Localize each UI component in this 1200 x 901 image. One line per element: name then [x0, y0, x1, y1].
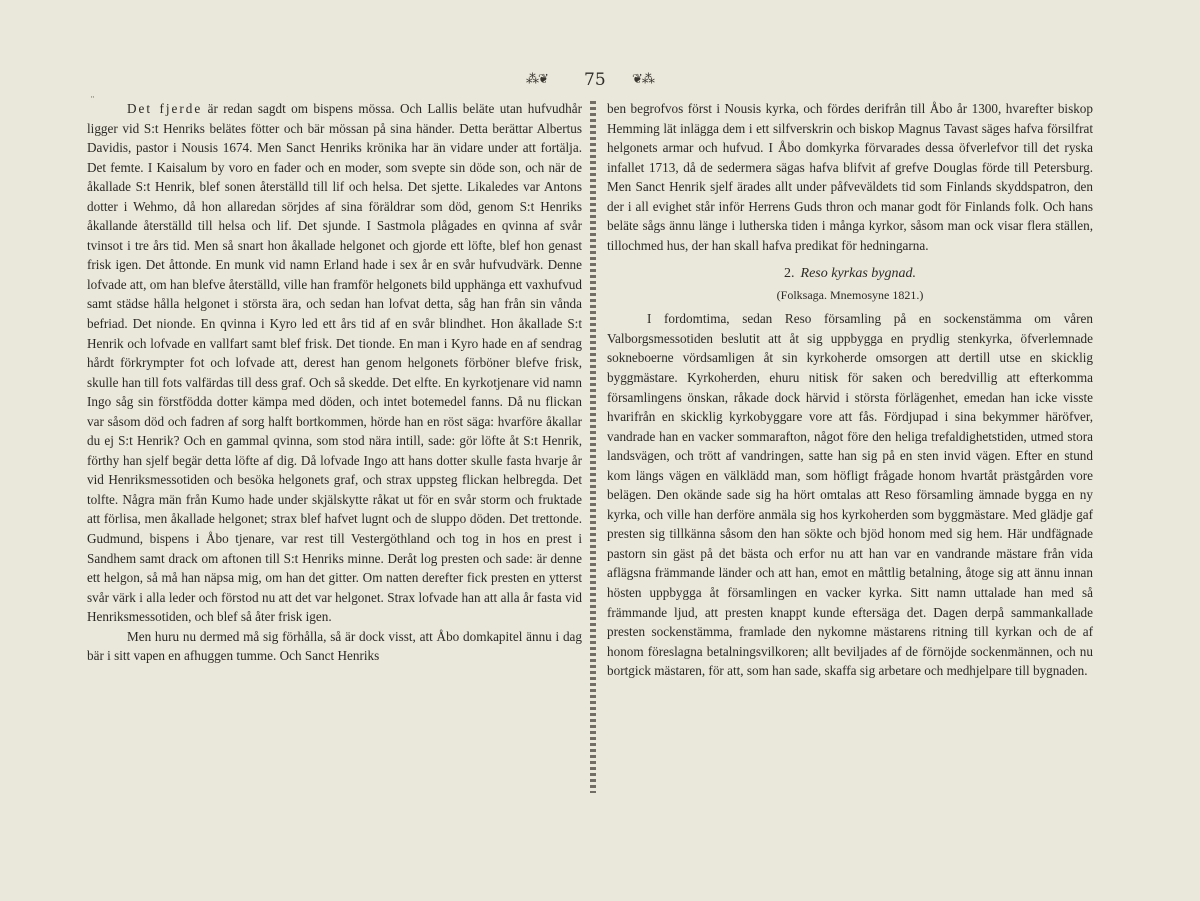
- ornament-right-icon: ❦⁂: [632, 72, 654, 87]
- page-number: 75: [584, 70, 606, 90]
- page-header: [0, 70, 1200, 94]
- section-title: Reso kyrkas bygnad.: [800, 266, 916, 282]
- left-paragraph-2: Men huru nu dermed må sig förhålla, så är dock visst, att Åbo domkapitel ännu i dag bär i sitt vapen en afhuggen tumme. Och Sanct Henriks: [87, 628, 582, 664]
- right-paragraph-1: ben begrofvos först i Nousis kyrka, och fördes derifrån till Åbo år 1300, hvarefter biskop Hemming lät inlägga dem i ett silfverskrin och biskop Magnus Tavast säges hafva försilfrat helgonets armar och hufvud. I Åbo domkyrka förvarades dessa öfverlefvor till det ryska infallet 1713, då de sedermera sägas hafva blifvit af grefve Douglas förde till Petersburg. Men Sanct Henrik sjelf ärades allt under påfveväldets tid som Finlands skyddspatron, den der i all evighet står inför Herrens Guds thron och manar godt för Finlands folk. Och hans beläte sågs ännu länge i lutherska tiden i många kyrkor, såsom man ock visar flera ställen, tillochmed hus, der han skall hafva predikat för hedningarna.: [607, 101, 1093, 253]
- margin-mark: ¨: [90, 96, 95, 107]
- left-paragraph-1-text: är redan sagdt om bispens mössa. Och Lallis beläte utan hufvudhår ligger vid S:t Henriks belätes fötter och bär mössan på sina händer. Detta berättar Albertus Davidis, pastor i Nousis 1674. Men Sanct Henriks krönika har än vidare under att fortälja. Det femte. I Kaisalum by voro en fader och en moder, som svepte sin döde son, och när de åkallade S:t Henrik, blef sonen återställd till lif och helsa. Det sjette. Likaledes var Antons dotter i Wehmo, då hon allaredan sörjdes af sina föräldrar som död, genom S:t Henriks åkallande återställd till helsa och lif. Det sjunde. I Sastmola plågades en qvinna af svår tvinsot i tre års tid. Men så snart hon åkallade helgonet och gjorde ett löfte, blef hon genast frisk igen. Det åttonde. En munk vid namn Erland hade i sex år en svår hufvudvärk. Denne lofvade att, om han blefve återställd, ville han framför helgonets bild upphänga ett vaxhufvud samt städse hålla helgonet i största ära, och sedan han lofvat detta, såg han från sin vånda befriad. Det nionde. En qvinna i Kyro led ett års tid af en svår blindhet. Hon åkallade S:t Henrik och lofvade en vallfart samt blef frisk. Det tionde. En man i Kyro hade en af sendrag hårdt förkrympter fot och lofvade att, derest han genom helgonets förböner blefve frisk, skulle han till fots valfärdas till dess graf. Och så skedde. Det elfte. En kyrkotjenare vid namn Ingo såg sin förstfödda dotter kämpa med döden, och intet botemedel fanns. Då nu flickan var såsom död och fadren af sorg halft bortkommen, hörde han en röst säga: hvarföre åkallar du ej S:t Henrik? Och en gammal qvinna, som stod nära intill, sade: gör löfte åt S:t Henrik, förthy han sjelf begär detta löfte af dig. Då lofvade Ingo att hans dotter skulle fasta hvarje år vid Henriksmessotiden och besöka helgonets graf, och strax uppsteg flickan helbregda. Det tolfte. Några män från Kumo hade under skjälskytte råkat ut för en svår storm och fruktade att förlisa, men åkallade helgonet; strax blef hafvet lugnt och de sluppo döden. Det trettonde. Gudmund, bispens i Åbo tjenare, var rest till Vestergöthland och tog in hos en prest i Sandhem samt drack om aftonen till S:t Henriks minne. Deråt log presten och sade: är denne ett helgon, så må han näpsa mig, om han det gitter. Om natten derefter fick presten en ytterst svår värk i alla leder och förstod nu att det var helgonet. Strax lofvade han att alla år fasta vid Henriksmessotiden, och blef så åter frisk igen.: [87, 101, 582, 625]
- column-divider: [590, 101, 596, 793]
- section-heading: [607, 263, 1093, 285]
- section-source: (Folksaga. Mnemosyne 1821.): [776, 288, 924, 303]
- ornament-left-icon: ⁂❦: [526, 72, 548, 87]
- left-column: [87, 99, 582, 666]
- right-paragraph-2: I fordomtima, sedan Reso församling på en sockenstämma om våren Valborgsmessotiden beslutit att åt sig uppbygga en prydlig stenkyrka, öfverlemnade sokneboerne vördsamligen åt sin kyrkoherde omsorgen att dertill utse en skicklig byggmästare. Kyrkoherden, ehuru nitisk för saken och beredvillig att efterkomma församlingens önskan, råkade dock härvid i största förlägenhet, emedan han icke visste hvarifrån en skicklig kyrkobyggare vore att fås. Fördjupad i sina bekymmer häröfver, vandrade han en vacker sommarafton, något före den heliga trefaldighetstiden, utmed stora landsvägen, och trött af vandringen, satte han sig på en sten invid vägen. Efter en stund kom längs vägen en välklädd man, som höfligt frågade honom hvartåt prästgården vore belägen. Den okände sade sig ha hört omtalas att Reso församling ämnade bygga en ny kyrka, och ville han derföre anmäla sig hos kyrkoherden som byggmästare. Med glädje gaf presten sig tillkänna såsom den han sökte och bjöd honom med sig hem. Här undfägnade pastorn sin gäst på det bästa och erfor nu att han var en vandrande mästare från vida aflägsna främmande länder och att han, emot en måttlig betalning, åtoge sig att ännu innan hösten uppbygga åt församlingen en vacker kyrka. Sitt namn uttalade han med så främmande ljud, att presten knappt kunde eftersäga det. Dagen derpå sammankallade presten sockenstämma, framlade den nykomne mästarens ritning till kyrkan och de af honom föreslagna betalningsvilkoren; allt beviljades af de förnöjde sockenmännen, och nu bortgick mästaren, för att, som han sade, skaffa sig arbetare och medhjelpare till bygnaden.: [607, 311, 1093, 679]
- section-lead: Det fjerde: [127, 101, 203, 116]
- left-paragraph-1: [87, 99, 582, 627]
- section-number: 2.: [784, 266, 795, 282]
- right-column: [607, 99, 1093, 681]
